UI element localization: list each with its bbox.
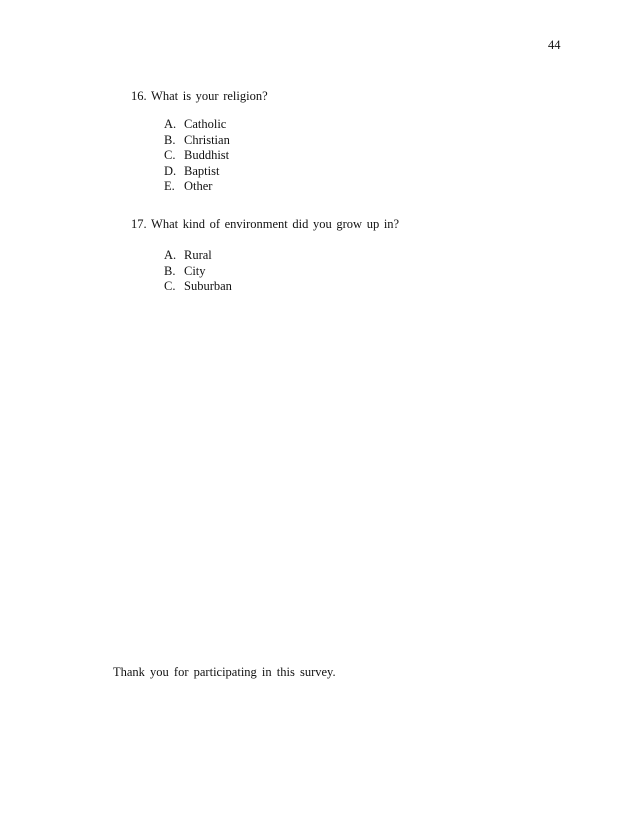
option-label: Buddhist	[184, 148, 230, 162]
option-letter: A.	[164, 248, 177, 262]
option-label: Baptist	[184, 163, 220, 178]
option-letter: C.	[164, 148, 176, 162]
option-item	[164, 264, 232, 280]
option-letter: B.	[164, 132, 176, 147]
option-label: Rural	[184, 248, 212, 262]
option-item	[164, 179, 230, 195]
option-label: Catholic	[184, 117, 227, 131]
closing-thank-you: Thank you for participating in this survey.	[113, 665, 336, 679]
option-item	[164, 248, 232, 264]
question-16-text: 16. What is your religion?	[131, 89, 268, 103]
option-letter: E.	[164, 179, 175, 193]
option-item	[164, 279, 232, 295]
option-letter: B.	[164, 263, 176, 278]
question-17-options	[164, 248, 232, 295]
option-label: City	[184, 263, 206, 278]
option-item	[164, 133, 230, 149]
option-letter: D.	[164, 163, 177, 178]
option-item	[164, 148, 230, 164]
question-16-options	[164, 117, 230, 195]
option-label: Suburban	[184, 279, 232, 293]
page-number: 44	[548, 38, 561, 52]
question-17-text: 17. What kind of environment did you grow up in?	[131, 217, 400, 231]
option-label: Other	[184, 179, 213, 193]
option-letter: C.	[164, 279, 176, 293]
option-letter: A.	[164, 117, 177, 131]
option-item	[164, 164, 230, 180]
option-label: Christian	[184, 132, 230, 147]
option-item	[164, 117, 230, 133]
